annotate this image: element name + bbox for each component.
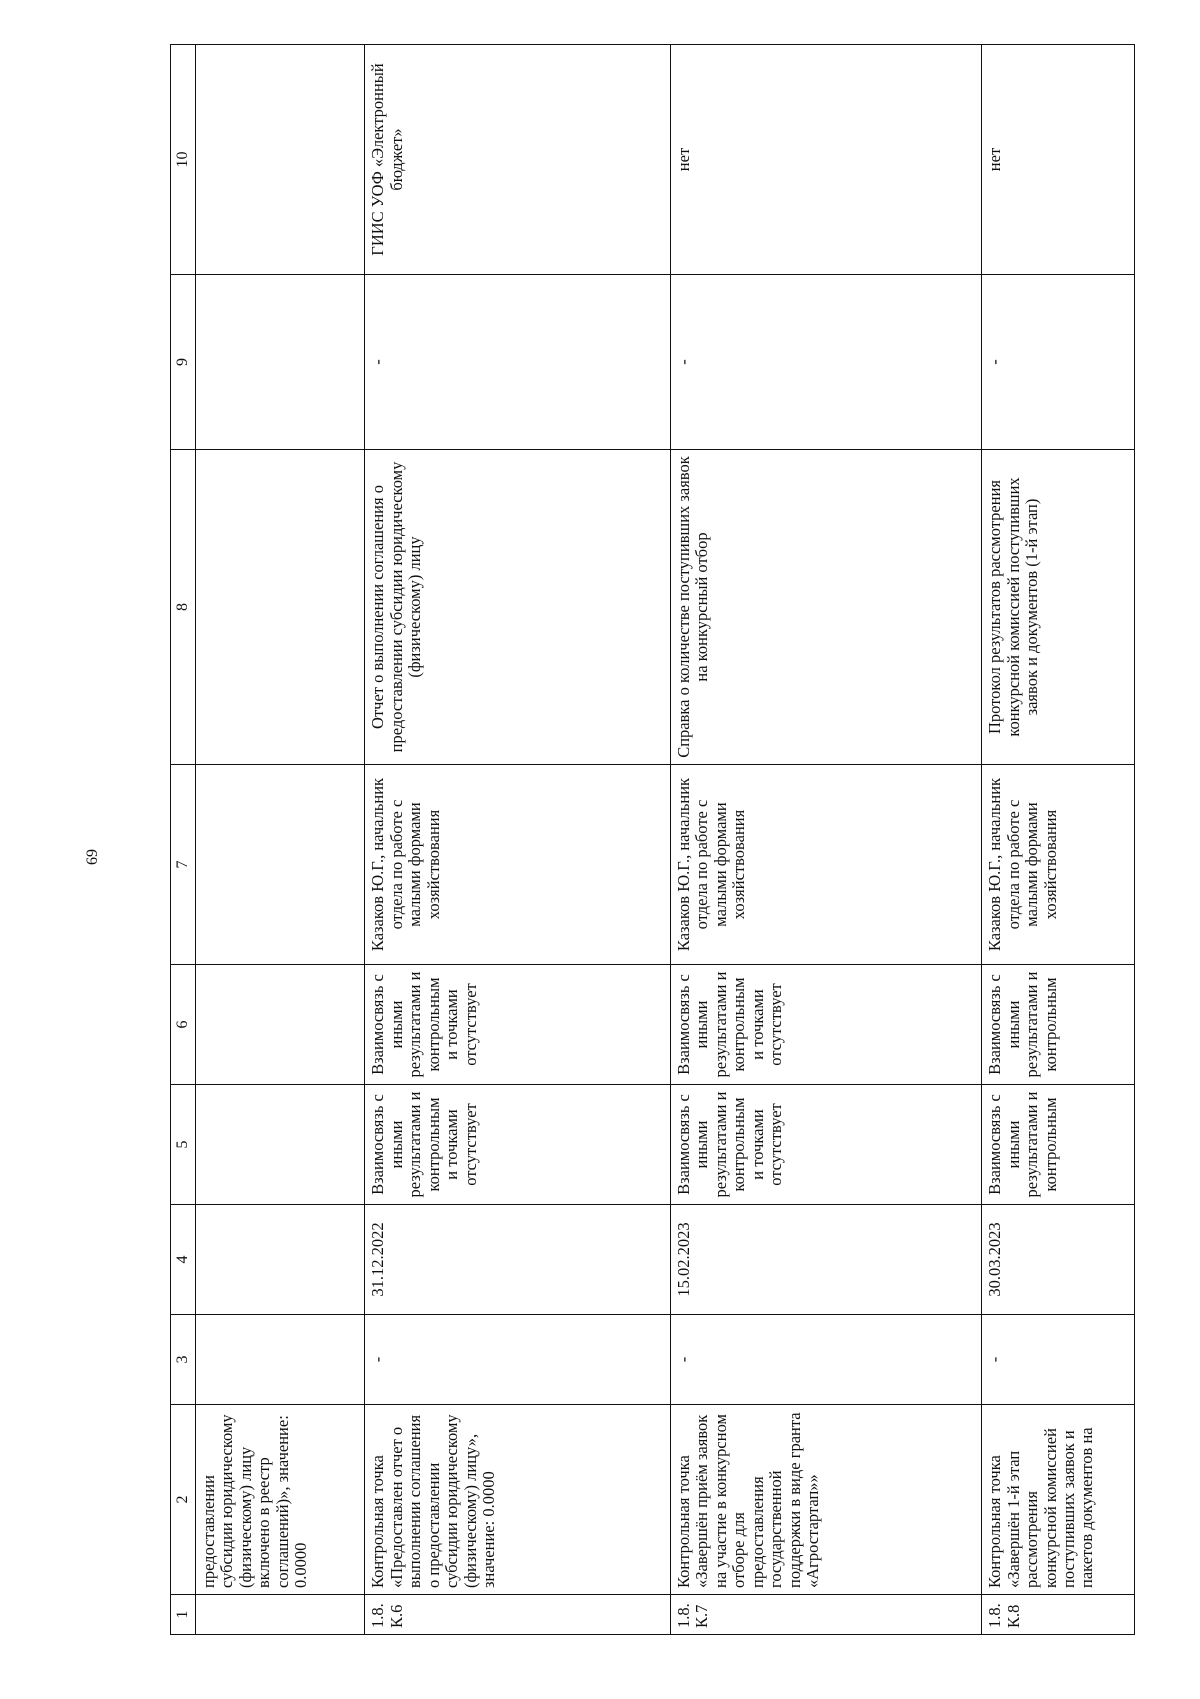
cell-info-system	[196, 45, 365, 275]
cell-responsible	[196, 765, 365, 965]
cell-col3: -	[670, 1315, 981, 1405]
cell-date: 31.12.2022	[365, 1205, 671, 1315]
cell-link-prev: Взаимосвязь с иными результатами и контрольным	[982, 1085, 1135, 1205]
cell-col9: -	[670, 275, 981, 450]
cell-link-next: Взаимосвязь с иными результатами и контрольным	[982, 965, 1135, 1085]
cell-number	[196, 1595, 365, 1635]
cell-col9: -	[982, 275, 1135, 450]
cell-col9	[196, 275, 365, 450]
table-row	[365, 45, 671, 1635]
cell-link-next: Взаимосвязь с иными результатами и контрольным и точками отсутствует	[670, 965, 981, 1085]
table-header-row	[171, 45, 196, 1635]
col-header-1: 1	[171, 1595, 196, 1635]
control-points-table	[170, 44, 1135, 1635]
cell-number: 1.8. К.6	[365, 1595, 671, 1635]
cell-document: Справка о количестве поступивших заявок на конкурсный отбор	[670, 450, 981, 765]
table-row	[982, 45, 1135, 1635]
cell-document: Протокол результатов рассмотрения конкурсной комиссией поступивших заявок и документов (1-й этап)	[982, 450, 1135, 765]
cell-col3: -	[365, 1315, 671, 1405]
col-header-2: 2	[171, 1405, 196, 1595]
table-row	[196, 45, 365, 1635]
col-header-6: 6	[171, 965, 196, 1085]
cell-name: Контрольная точка «Предоставлен отчет о выполнении соглашения о предоставлении субсидии юридическому (физическому) лицу», значение: 0.0000	[365, 1405, 671, 1595]
cell-responsible: Казаков Ю.Г., начальник отдела по работе с малыми формами хозяйствования	[670, 765, 981, 965]
col-header-8: 8	[171, 450, 196, 765]
cell-link-next: Взаимосвязь с иными результатами и контрольным и точками отсутствует	[365, 965, 671, 1085]
cell-col3	[196, 1315, 365, 1405]
cell-responsible: Казаков Ю.Г., начальник отдела по работе с малыми формами хозяйствования	[982, 765, 1135, 965]
col-header-7: 7	[171, 765, 196, 965]
cell-col9: -	[365, 275, 671, 450]
cell-number: 1.8. К.7	[670, 1595, 981, 1635]
cell-col3: -	[982, 1315, 1135, 1405]
rotated-table-container	[170, 45, 1135, 1635]
cell-document	[196, 450, 365, 765]
cell-date: 15.02.2023	[670, 1205, 981, 1315]
cell-info-system: нет	[982, 45, 1135, 275]
cell-name: предоставлении субсидии юридическому (физическому) лицу включено в реестр соглашений)», значение: 0.0000	[196, 1405, 365, 1595]
cell-name: Контрольная точка «Завершён 1-й этап рассмотрения конкурсной комиссией поступивших заявок и пакетов документов на	[982, 1405, 1135, 1595]
cell-link-prev	[196, 1085, 365, 1205]
page-number: 69	[84, 849, 101, 865]
col-header-3: 3	[171, 1315, 196, 1405]
col-header-5: 5	[171, 1085, 196, 1205]
cell-link-prev: Взаимосвязь с иными результатами и контрольным и точками отсутствует	[365, 1085, 671, 1205]
cell-link-prev: Взаимосвязь с иными результатами и контрольным и точками отсутствует	[670, 1085, 981, 1205]
cell-info-system: нет	[670, 45, 981, 275]
col-header-10: 10	[171, 45, 196, 275]
cell-date: 30.03.2023	[982, 1205, 1135, 1315]
cell-number: 1.8. К.8	[982, 1595, 1135, 1635]
cell-name: Контрольная точка «Завершён приём заявок на участие в конкурсном отборе для предоставления государственной поддержки в виде гранта «Агростартап»»	[670, 1405, 981, 1595]
cell-responsible: Казаков Ю.Г., начальник отдела по работе с малыми формами хозяйствования	[365, 765, 671, 965]
col-header-4: 4	[171, 1205, 196, 1315]
table-row	[670, 45, 981, 1635]
cell-document: Отчет о выполнении соглашения о предоставлении субсидии юридическому (физическому) лицу	[365, 450, 671, 765]
col-header-9: 9	[171, 275, 196, 450]
cell-date	[196, 1205, 365, 1315]
cell-link-next	[196, 965, 365, 1085]
cell-info-system: ГИИС УОФ «Электронный бюджет»	[365, 45, 671, 275]
